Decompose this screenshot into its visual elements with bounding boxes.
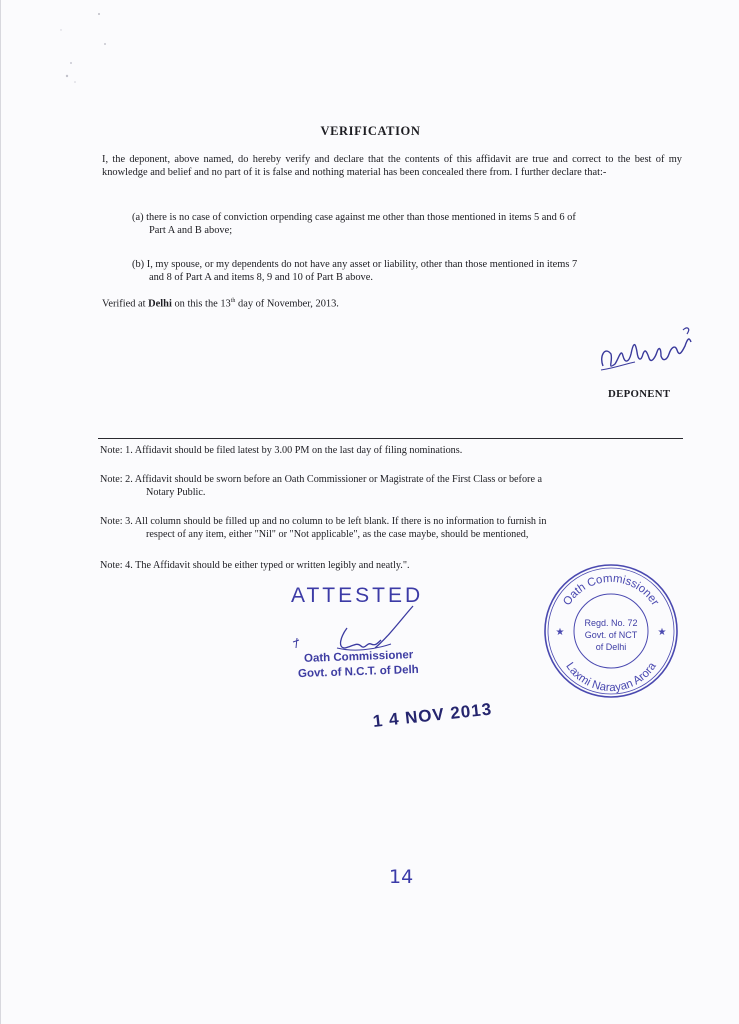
attested-stamp (271, 578, 471, 758)
declaration-label: (a) (132, 212, 144, 223)
note-text-cont: Notary Public. (146, 487, 206, 499)
seal-center-3: of Delhi (595, 642, 627, 652)
attested-heading: ATTESTED (291, 584, 424, 607)
declaration-text-cont: Part A and B above; (149, 225, 233, 237)
verified-prefix: Verified at (102, 298, 146, 310)
declaration-b (132, 258, 680, 285)
note-text: Note: 4. The Affidavit should be either typed or written legibly and neatly.". (100, 560, 410, 571)
note-text: Note: 3. All column should be filled up and no column to be left blank. If there is no information to furnish in (100, 516, 547, 527)
verified-place: Delhi (148, 298, 172, 310)
seal-ring-top: Oath Commissioner (561, 572, 661, 608)
note-text: Note: 1. Affidavit should be filed latest by 3.00 PM on the last day of filing nominations. (100, 445, 463, 456)
page-number: 14 (389, 866, 414, 888)
scan-specks (1, 0, 141, 110)
seal-center-2: Govt. of NCT (584, 630, 638, 640)
seal-center-1: Regd. No. 72 (584, 618, 638, 628)
declaration-text: there is no case of conviction orpending case against me other than those mentioned in items 5 and 6 of (146, 212, 576, 223)
note-text-cont: respect of any item, either "Nil" or "Not applicable", as the case maybe, should be mentioned, (146, 529, 529, 541)
declaration-a (132, 211, 680, 238)
verification-title: VERIFICATION (320, 124, 421, 138)
declaration-text: I, my spouse, or my dependents do not have any asset or liability, other than those mentioned in items 7 (146, 259, 578, 270)
verification-statement: I, the deponent, above named, do hereby verify and declare that the contents of this affidavit are true and correct to the best of my knowledge and belief and no part of it is false and nothing material has been concealed there from. I further declare that:- (102, 154, 682, 179)
section-divider (98, 438, 683, 439)
deponent-label: DEPONENT (608, 388, 671, 400)
note-text: Note: 2. Affidavit should be sworn before an Oath Commissioner or Magistrate of the First Class or before a (100, 474, 543, 485)
attested-line-1: Oath Commissioner (303, 649, 414, 665)
seal-ring-bottom: Laxmi Narayan Arora (563, 660, 659, 695)
verified-line (102, 298, 339, 309)
attested-line-2: Govt. of N.C.T. of Delh (297, 663, 419, 681)
seal-star-right: ★ (657, 627, 667, 638)
declaration-text-cont: and 8 of Part A and items 8, 9 and 10 of Part B above. (149, 272, 373, 284)
date-stamp: 1 4 NOV 2013 (371, 699, 494, 731)
note-3 (100, 515, 670, 541)
oath-commissioner-seal (540, 560, 682, 702)
verified-ordinal: th (230, 298, 236, 304)
verified-suffix: day of November, 2013. (238, 298, 339, 310)
seal-star-left: ★ (555, 627, 565, 638)
deponent-signature (595, 318, 700, 380)
declaration-label: (b) (132, 259, 145, 270)
note-1 (100, 444, 670, 457)
note-2 (100, 473, 670, 499)
verified-middle: on this the 13 (174, 298, 231, 310)
